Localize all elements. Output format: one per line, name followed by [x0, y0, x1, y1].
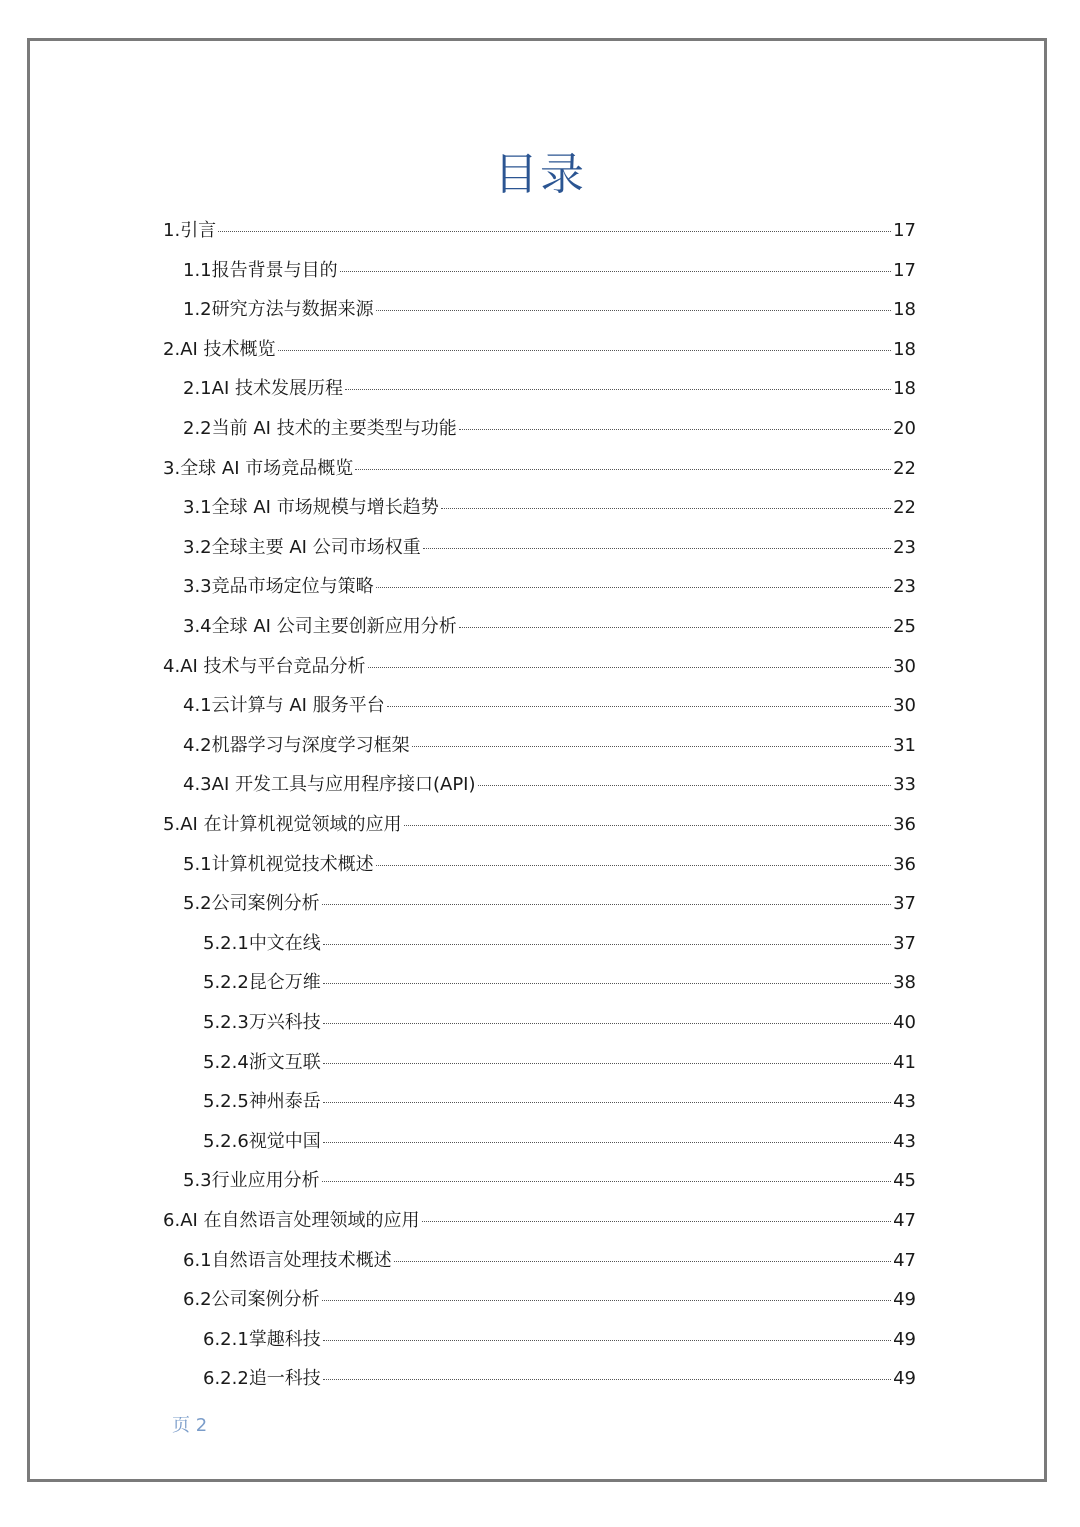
toc-entry-number: 3.1 [183, 497, 212, 519]
toc-entry-number: 6.2 [183, 1289, 212, 1311]
toc-entry-number: 2. [163, 338, 181, 360]
toc-entry-title: 云计算与 AI 服务平台 [211, 695, 385, 717]
toc-entry-number: 5.2.1 [203, 932, 249, 954]
toc-entry-page-number: 36 [893, 814, 916, 835]
toc-entry-title: 计算机视觉技术概述 [211, 853, 374, 875]
toc-entry-page-number: 37 [893, 893, 916, 915]
dot-leader [387, 706, 891, 707]
toc-entry-title: 中文在线 [248, 932, 321, 954]
toc-entry[interactable] [183, 613, 916, 641]
dot-leader [278, 350, 892, 351]
page-title: 目录 [494, 149, 586, 200]
toc-entry[interactable] [163, 217, 916, 245]
toc-entry-page-number: 30 [893, 695, 916, 717]
toc-entry[interactable] [183, 534, 916, 562]
dot-leader [376, 587, 891, 588]
toc-entry[interactable] [203, 1128, 916, 1156]
dot-leader [404, 825, 892, 826]
toc-entry[interactable] [163, 336, 916, 364]
toc-entry-title: 掌趣科技 [248, 1328, 321, 1350]
toc-entry-title: AI 技术发展历程 [211, 378, 343, 400]
toc-entry-number: 3.4 [183, 616, 212, 637]
toc-entry-number: 5.2.2 [203, 972, 249, 994]
toc-entry-page-number: 30 [893, 655, 916, 677]
toc-entry[interactable] [183, 257, 916, 285]
toc-entry-number: 3.2 [183, 536, 212, 558]
dot-leader [441, 508, 891, 509]
dot-leader [355, 469, 891, 470]
toc-entry-number: 4. [163, 655, 181, 677]
toc-entry-title: 全球 AI 公司主要创新应用分析 [211, 616, 457, 637]
toc-entry[interactable] [183, 771, 916, 799]
dot-leader [323, 1102, 891, 1103]
page-number-footer: 页 2 [172, 1415, 208, 1436]
toc-entry-number: 6.1 [183, 1249, 212, 1271]
toc-entry-number: 6.2.2 [203, 1368, 249, 1390]
dot-leader [394, 1261, 891, 1262]
toc-entry[interactable] [163, 455, 916, 483]
toc-entry-title: AI 在自然语言处理领域的应用 [180, 1210, 420, 1231]
toc-entry-page-number: 49 [893, 1328, 916, 1350]
dot-leader [340, 271, 891, 272]
toc-entry-page-number: 36 [893, 853, 916, 875]
dot-leader [459, 429, 891, 430]
toc-entry-page-number: 49 [893, 1368, 916, 1390]
toc-entry-title: 当前 AI 技术的主要类型与功能 [211, 418, 457, 439]
dot-leader [323, 1063, 891, 1064]
toc-entry-title: 全球 AI 市场竞品概览 [180, 457, 354, 479]
toc-entry-page-number: 23 [893, 536, 916, 558]
toc-entry-title: 行业应用分析 [211, 1170, 320, 1192]
toc-entry-page-number: 43 [893, 1091, 916, 1113]
dot-leader [323, 944, 891, 945]
toc-entry-number: 5.2.3 [203, 1012, 249, 1033]
toc-entry-number: 4.2 [183, 734, 212, 756]
dot-leader [323, 1142, 891, 1143]
toc-entry-page-number: 22 [893, 457, 916, 479]
toc-entry-page-number: 37 [893, 932, 916, 954]
toc-entry-number: 5.2.4 [203, 1051, 249, 1073]
toc-entry-title: 浙文互联 [248, 1051, 321, 1073]
dot-leader [322, 904, 891, 905]
toc-entry[interactable] [183, 296, 916, 324]
toc-entry[interactable] [183, 375, 916, 403]
toc-entry-title: 万兴科技 [248, 1012, 321, 1033]
toc-entry-title: 竞品市场定位与策略 [211, 576, 374, 598]
toc-entry-number: 3.3 [183, 576, 212, 598]
toc-entry[interactable] [183, 1247, 916, 1275]
dot-leader [323, 1379, 891, 1380]
toc-entry-title: 引言 [180, 220, 217, 241]
toc-entry-title: AI 在计算机视觉领域的应用 [180, 814, 402, 835]
toc-entry-number: 5. [163, 814, 181, 835]
toc-entry-title: 公司案例分析 [211, 893, 320, 915]
toc-entry-number: 5.2.5 [203, 1091, 249, 1113]
toc-entry-number: 2.1 [183, 378, 212, 400]
toc-entry-page-number: 31 [893, 734, 916, 756]
toc-entry-page-number: 18 [893, 299, 916, 321]
toc-entry-number: 6. [163, 1210, 181, 1231]
dot-leader [322, 1300, 891, 1301]
dot-leader [422, 1221, 892, 1222]
dot-leader [323, 1023, 891, 1024]
toc-entry[interactable] [183, 494, 916, 522]
toc-entry-title: 神州泰岳 [248, 1091, 321, 1113]
toc-entry-page-number: 17 [893, 220, 916, 241]
toc-entry-number: 5.1 [183, 853, 212, 875]
toc-entry-page-number: 20 [893, 418, 916, 439]
toc-entry-page-number: 18 [893, 338, 916, 360]
toc-entry-page-number: 17 [893, 259, 916, 281]
toc-entry-title: 研究方法与数据来源 [211, 299, 374, 321]
toc-entry-page-number: 22 [893, 497, 916, 519]
toc-entry-number: 4.3 [183, 774, 212, 796]
toc-entry-number: 3. [163, 457, 181, 479]
toc-entry[interactable] [203, 969, 916, 997]
dot-leader [368, 667, 892, 668]
toc-entry-title: AI 开发工具与应用程序接口(API) [211, 774, 476, 796]
toc-entry[interactable] [183, 415, 916, 443]
toc-entry[interactable] [203, 1326, 916, 1354]
toc-entry-page-number: 47 [893, 1210, 916, 1231]
toc-entry-number: 5.2.6 [203, 1130, 249, 1152]
toc-entry-page-number: 25 [893, 616, 916, 637]
toc-entry-page-number: 45 [893, 1170, 916, 1192]
toc-entry-title: 追一科技 [248, 1368, 321, 1390]
toc-entry-page-number: 33 [893, 774, 916, 796]
toc-entry[interactable] [183, 732, 916, 760]
dot-leader [376, 865, 891, 866]
toc-entry-title: 全球主要 AI 公司市场权重 [211, 536, 421, 558]
toc-entry-title: 全球 AI 市场规模与增长趋势 [211, 497, 439, 519]
dot-leader [412, 746, 891, 747]
toc-entry[interactable] [203, 930, 916, 958]
toc-entry[interactable] [183, 890, 916, 918]
toc-entry[interactable] [183, 1286, 916, 1314]
toc-entry[interactable] [183, 851, 916, 879]
toc-entry-title: 昆仑万维 [248, 972, 321, 994]
toc-entry[interactable] [203, 1088, 916, 1116]
toc-entry[interactable] [163, 653, 916, 681]
toc-entry-page-number: 41 [893, 1051, 916, 1073]
toc-entry-title: 视觉中国 [248, 1130, 321, 1152]
toc-entry[interactable] [203, 1365, 916, 1393]
toc-entry-number: 1. [163, 220, 181, 241]
toc-entry[interactable] [203, 1049, 916, 1077]
dot-leader [423, 548, 891, 549]
dot-leader [345, 389, 891, 390]
dot-leader [323, 1340, 891, 1341]
toc-entry-page-number: 49 [893, 1289, 916, 1311]
toc-entry[interactable] [183, 1167, 916, 1195]
toc-entry-page-number: 47 [893, 1249, 916, 1271]
dot-leader [322, 1181, 891, 1182]
toc-entry[interactable] [203, 1009, 916, 1037]
toc-entry[interactable] [183, 573, 916, 601]
toc-entry-number: 1.1 [183, 259, 212, 281]
toc-entry-number: 5.3 [183, 1170, 212, 1192]
toc-entry-title: 报告背景与目的 [211, 259, 338, 281]
toc-entry-number: 4.1 [183, 695, 212, 717]
toc-entry-title: AI 技术与平台竞品分析 [180, 655, 366, 677]
toc-entry[interactable] [183, 692, 916, 720]
toc-entry-number: 2.2 [183, 418, 212, 439]
toc-entry-number: 5.2 [183, 893, 212, 915]
dot-leader [218, 231, 891, 232]
toc-entry[interactable] [163, 811, 916, 839]
toc-entry[interactable] [163, 1207, 916, 1235]
dot-leader [376, 310, 891, 311]
toc-entry-page-number: 43 [893, 1130, 916, 1152]
toc-entry-title: 公司案例分析 [211, 1289, 320, 1311]
toc-entry-page-number: 23 [893, 576, 916, 598]
toc-entry-page-number: 38 [893, 972, 916, 994]
toc-entry-title: 自然语言处理技术概述 [211, 1249, 392, 1271]
toc-entry-page-number: 18 [893, 378, 916, 400]
toc-entry-number: 1.2 [183, 299, 212, 321]
dot-leader [478, 785, 892, 786]
toc-entry-title: AI 技术概览 [180, 338, 276, 360]
dot-leader [459, 627, 891, 628]
dot-leader [323, 983, 891, 984]
toc-entry-number: 6.2.1 [203, 1328, 249, 1350]
toc-entry-page-number: 40 [893, 1012, 916, 1033]
toc-entry-title: 机器学习与深度学习框架 [211, 734, 410, 756]
